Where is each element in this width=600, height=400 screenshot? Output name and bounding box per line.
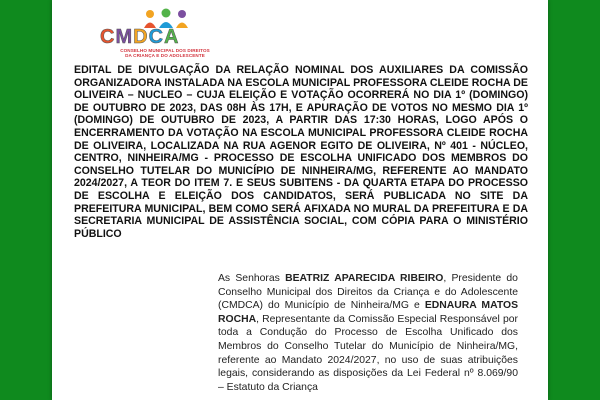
logo-wordmark (100, 26, 230, 48)
body-text: , Presidente do Conselho Municipal dos Direitos da Criança e do Adolescente (CMDCA) do Município de Ninheira/MG e (218, 273, 518, 312)
logo-subtitle (100, 48, 230, 58)
body-text: , Representante da Comissão Especial Responsável por toda a Condução do Processo de Escolha Unificado dos Membros do Conselho Tutelar do Município de Ninheira/MG, referente ao Mandato 2024/2027, no uso de suas atribuições legais, considerando as disposições da Lei Federal nº 8.069/90 – Estatuto da Criança (218, 313, 518, 393)
logo-letter: C (148, 26, 165, 48)
logo-subtitle-line: CONSELHO MUNICIPAL DOS DIREITOS (120, 48, 210, 53)
logo-letter: M (115, 26, 134, 48)
logo-letter: A (164, 26, 180, 48)
logo-subtitle-line: DA CRIANÇA E DO ADOLESCENTE (125, 53, 205, 58)
logo-letter: C (100, 26, 116, 48)
children-figures-icon (138, 8, 194, 28)
name-beatriz: BEATRIZ APARECIDA RIBEIRO (285, 273, 444, 284)
edital-heading: EDITAL DE DIVULGAÇÃO DA RELAÇÃO NOMINAL DOS AUXILIARES DA COMISSÃO ORGANIZADORA INSTALADA NA ESCOLA MUNICIPAL PROFESSORA CLEIDE ROCHA DE OLIVEIRA – NUCLEO – CUJA ELEIÇÃO E VOTAÇÃO OCORRERÁ NO DIA 1º (DOMINGO) DE OUTUBRO DE 2023, DAS 08H ÀS 17H, E APURAÇÃO DE VOTOS NO MESMO DIA 1º (DOMINGO) DE OUTUBRO DE 2023, A PARTIR DAS 17:30 HORAS, LOGO APÓS O ENCERRAMENTO DA VOTAÇÃO NA ESCOLA MUNICIPAL PROFESSORA CLEIDE ROCHA DE OLIVEIRA, LOCALIZADA NA RUA AGENOR EGITO DE OLIVEIRA, Nº 401 - NÚCLEO, CENTRO, NINHEIRA/MG - PROCESSO DE ESCOLHA UNIFICADO DOS MEMBROS DO CONSELHO TUTELAR DO MUNICÍPIO DE NINHEIRA/MG, REFERENTE AO MANDATO 2024/2027, A TEOR DO ITEM 7. E SEUS SUBITENS - DA QUARTA ETAPA DO PROCESSO DE ESCOLHA E ELEIÇÃO DOS CANDIDATOS, SERÁ PUBLICADA NO SITE DA PREFEITURA MUNICIPAL, BEM COMO SERÁ AFIXADA NO MURAL DA PREFEITURA E DA SECRETARIA MUNICIPAL DE ASSISTÊNCIA SOCIAL, COM CÓPIA PARA O MINISTÉRIO PÚBLICO (74, 64, 528, 240)
logo-letter: D (133, 26, 149, 48)
document-page (52, 0, 548, 400)
name-ednaura: EDNAURA MATOS ROCHA (218, 300, 518, 325)
cmdca-logo (100, 8, 230, 56)
body-text: As Senhoras (218, 273, 286, 284)
edital-body-paragraph (218, 272, 518, 394)
